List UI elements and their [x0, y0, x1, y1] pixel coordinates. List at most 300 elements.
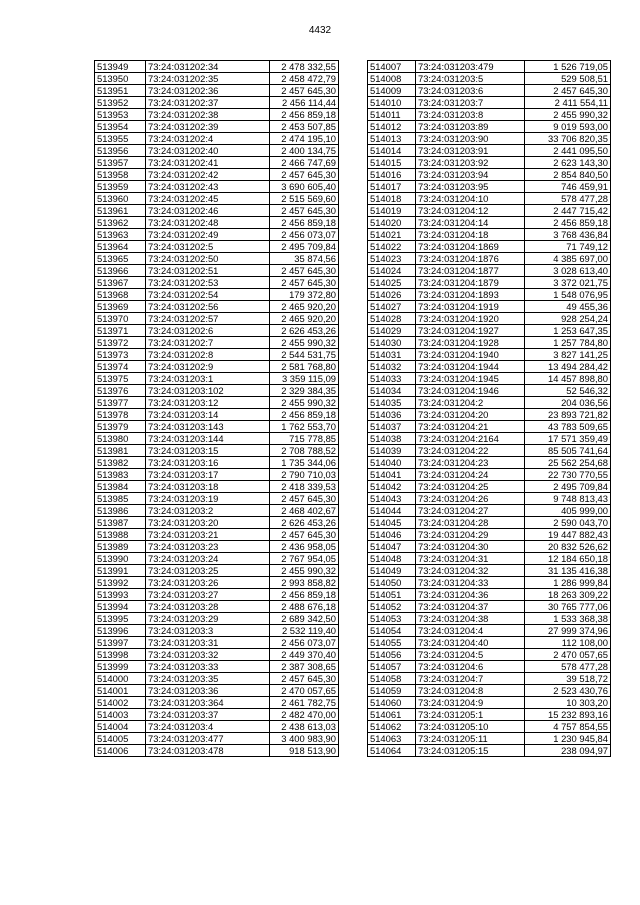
value-cell: 1 526 719,05 — [525, 61, 611, 73]
table-row — [95, 601, 339, 613]
value-cell: 578 477,28 — [525, 193, 611, 205]
row-number-cell: 513971 — [95, 325, 146, 337]
value-cell: 2 456 073,07 — [270, 229, 339, 241]
table-row — [95, 421, 339, 433]
table-row — [95, 157, 339, 169]
cadastral-number-cell: 73:24:031202:8 — [146, 349, 270, 361]
row-number-cell: 514031 — [368, 349, 416, 361]
table-row — [368, 61, 611, 73]
row-number-cell: 513973 — [95, 349, 146, 361]
table-row — [95, 553, 339, 565]
cadastral-number-cell: 73:24:031203:364 — [146, 697, 270, 709]
table-row — [95, 733, 339, 745]
table-row — [95, 301, 339, 313]
cadastral-number-cell: 73:24:031202:45 — [146, 193, 270, 205]
row-number-cell: 513985 — [95, 493, 146, 505]
cadastral-number-cell: 73:24:031204:1877 — [416, 265, 525, 277]
row-number-cell: 514041 — [368, 469, 416, 481]
cadastral-number-cell: 73:24:031204:1928 — [416, 337, 525, 349]
cadastral-number-cell: 73:24:031203:20 — [146, 517, 270, 529]
cadastral-number-cell: 73:24:031204:24 — [416, 469, 525, 481]
row-number-cell: 513950 — [95, 73, 146, 85]
cadastral-number-cell: 73:24:031203:32 — [146, 649, 270, 661]
cadastral-number-cell: 73:24:031203:5 — [416, 73, 525, 85]
row-number-cell: 513962 — [95, 217, 146, 229]
value-cell: 1 286 999,84 — [525, 577, 611, 589]
value-cell: 15 232 893,16 — [525, 709, 611, 721]
cadastral-number-cell: 73:24:031203:19 — [146, 493, 270, 505]
value-cell: 2 456 859,18 — [270, 217, 339, 229]
value-cell: 13 494 284,42 — [525, 361, 611, 373]
value-cell: 746 459,91 — [525, 181, 611, 193]
cadastral-number-cell: 73:24:031202:37 — [146, 97, 270, 109]
row-number-cell: 513957 — [95, 157, 146, 169]
row-number-cell: 514039 — [368, 445, 416, 457]
row-number-cell: 513953 — [95, 109, 146, 121]
table-row — [368, 133, 611, 145]
table-row — [95, 385, 339, 397]
cadastral-number-cell: 73:24:031202:56 — [146, 301, 270, 313]
row-number-cell: 513961 — [95, 205, 146, 217]
table-row — [368, 361, 611, 373]
row-number-cell: 514038 — [368, 433, 416, 445]
value-cell: 12 184 650,18 — [525, 553, 611, 565]
table-row — [368, 325, 611, 337]
cadastral-number-cell: 73:24:031203:21 — [146, 529, 270, 541]
value-cell: 4 385 697,00 — [525, 253, 611, 265]
cadastral-number-cell: 73:24:031203:4 — [146, 721, 270, 733]
row-number-cell: 514060 — [368, 697, 416, 709]
cadastral-number-cell: 73:24:031203:33 — [146, 661, 270, 673]
value-cell: 112 108,00 — [525, 637, 611, 649]
value-cell: 2 455 990,32 — [270, 397, 339, 409]
row-number-cell: 513987 — [95, 517, 146, 529]
table-row — [95, 673, 339, 685]
table-row — [368, 529, 611, 541]
table-row — [368, 397, 611, 409]
cadastral-number-cell: 73:24:031202:6 — [146, 325, 270, 337]
cadastral-number-cell: 73:24:031204:26 — [416, 493, 525, 505]
value-cell: 2 767 954,05 — [270, 553, 339, 565]
cadastral-number-cell: 73:24:031204:21 — [416, 421, 525, 433]
cadastral-number-cell: 73:24:031204:1945 — [416, 373, 525, 385]
value-cell: 20 832 526,62 — [525, 541, 611, 553]
value-cell: 2 790 710,03 — [270, 469, 339, 481]
value-cell: 3 372 021,75 — [525, 277, 611, 289]
table-row — [95, 697, 339, 709]
value-cell: 2 626 453,26 — [270, 517, 339, 529]
cadastral-number-cell: 73:24:031204:40 — [416, 637, 525, 649]
row-number-cell: 513949 — [95, 61, 146, 73]
cadastral-number-cell: 73:24:031203:27 — [146, 589, 270, 601]
table-row — [95, 361, 339, 373]
table-row — [368, 85, 611, 97]
table-row — [95, 745, 339, 757]
row-number-cell: 513968 — [95, 289, 146, 301]
table-row — [368, 589, 611, 601]
table-row — [368, 553, 611, 565]
table-row — [368, 637, 611, 649]
value-cell: 715 778,85 — [270, 433, 339, 445]
value-cell: 2 458 472,79 — [270, 73, 339, 85]
table-row — [95, 613, 339, 625]
value-cell: 52 546,32 — [525, 385, 611, 397]
cadastral-number-cell: 73:24:031203:3 — [146, 625, 270, 637]
table-row — [95, 73, 339, 85]
value-cell: 2 455 990,32 — [525, 109, 611, 121]
value-cell: 2 418 339,53 — [270, 481, 339, 493]
table-row — [95, 433, 339, 445]
cadastral-number-cell: 73:24:031204:8 — [416, 685, 525, 697]
row-number-cell: 514018 — [368, 193, 416, 205]
value-cell: 2 544 531,75 — [270, 349, 339, 361]
row-number-cell: 513951 — [95, 85, 146, 97]
value-cell: 2 457 645,30 — [270, 277, 339, 289]
value-cell: 2 456 859,18 — [270, 409, 339, 421]
table-row — [95, 541, 339, 553]
cadastral-number-cell: 73:24:031204:1920 — [416, 313, 525, 325]
value-cell: 10 303,20 — [525, 697, 611, 709]
row-number-cell: 513975 — [95, 373, 146, 385]
cadastral-number-cell: 73:24:031203:91 — [416, 145, 525, 157]
cadastral-number-cell: 73:24:031204:2164 — [416, 433, 525, 445]
table-row — [95, 685, 339, 697]
cadastral-number-cell: 73:24:031203:36 — [146, 685, 270, 697]
table-row — [368, 613, 611, 625]
cadastral-number-cell: 73:24:031203:1 — [146, 373, 270, 385]
row-number-cell: 514008 — [368, 73, 416, 85]
table-row — [95, 709, 339, 721]
value-cell: 19 447 882,43 — [525, 529, 611, 541]
table-row — [368, 457, 611, 469]
table-row — [95, 349, 339, 361]
table-row — [368, 745, 611, 757]
value-cell: 2 400 134,75 — [270, 145, 339, 157]
row-number-cell: 514019 — [368, 205, 416, 217]
row-number-cell: 514002 — [95, 697, 146, 709]
row-number-cell: 513952 — [95, 97, 146, 109]
table-row — [95, 277, 339, 289]
value-cell: 2 993 858,82 — [270, 577, 339, 589]
cadastral-number-cell: 73:24:031202:51 — [146, 265, 270, 277]
table-row — [95, 457, 339, 469]
row-number-cell: 513999 — [95, 661, 146, 673]
table-row — [95, 409, 339, 421]
row-number-cell: 513984 — [95, 481, 146, 493]
row-number-cell: 513991 — [95, 565, 146, 577]
table-row — [368, 709, 611, 721]
row-number-cell: 513974 — [95, 361, 146, 373]
row-number-cell: 513964 — [95, 241, 146, 253]
table-row — [368, 649, 611, 661]
cadastral-number-cell: 73:24:031203:14 — [146, 409, 270, 421]
value-cell: 2 456 114,44 — [270, 97, 339, 109]
table-row — [368, 145, 611, 157]
row-number-cell: 514005 — [95, 733, 146, 745]
value-cell: 578 477,28 — [525, 661, 611, 673]
value-cell: 39 518,72 — [525, 673, 611, 685]
table-row — [368, 121, 611, 133]
table-row — [368, 277, 611, 289]
row-number-cell: 514063 — [368, 733, 416, 745]
cadastral-number-cell: 73:24:031204:1946 — [416, 385, 525, 397]
table-row — [95, 721, 339, 733]
table-row — [368, 505, 611, 517]
table-row — [95, 637, 339, 649]
cadastral-number-cell: 73:24:031203:35 — [146, 673, 270, 685]
value-cell: 4 757 854,55 — [525, 721, 611, 733]
table-row — [368, 517, 611, 529]
value-cell: 2 495 709,84 — [270, 241, 339, 253]
table-row — [368, 169, 611, 181]
cadastral-number-cell: 73:24:031202:49 — [146, 229, 270, 241]
row-number-cell: 514006 — [95, 745, 146, 757]
row-number-cell: 513969 — [95, 301, 146, 313]
row-number-cell: 514042 — [368, 481, 416, 493]
table-row — [368, 337, 611, 349]
row-number-cell: 513995 — [95, 613, 146, 625]
cadastral-number-cell: 73:24:031203:25 — [146, 565, 270, 577]
value-cell: 23 893 721,82 — [525, 409, 611, 421]
cadastral-number-cell: 73:24:031202:54 — [146, 289, 270, 301]
cadastral-number-cell: 73:24:031204:25 — [416, 481, 525, 493]
table-row — [368, 733, 611, 745]
row-number-cell: 513996 — [95, 625, 146, 637]
cadastral-number-cell: 73:24:031203:28 — [146, 601, 270, 613]
row-number-cell: 514022 — [368, 241, 416, 253]
table-row — [95, 577, 339, 589]
value-cell: 30 765 777,06 — [525, 601, 611, 613]
row-number-cell: 514017 — [368, 181, 416, 193]
cadastral-number-cell: 73:24:031203:143 — [146, 421, 270, 433]
cadastral-number-cell: 73:24:031205:11 — [416, 733, 525, 745]
table-row — [368, 577, 611, 589]
value-cell: 2 623 143,30 — [525, 157, 611, 169]
table-row — [95, 313, 339, 325]
table-row — [95, 589, 339, 601]
row-number-cell: 514004 — [95, 721, 146, 733]
value-cell: 2 457 645,30 — [270, 529, 339, 541]
table-row — [95, 241, 339, 253]
cadastral-number-cell: 73:24:031202:41 — [146, 157, 270, 169]
table-row — [368, 97, 611, 109]
value-cell: 2 523 430,76 — [525, 685, 611, 697]
cadastral-number-cell: 73:24:031204:36 — [416, 589, 525, 601]
row-number-cell: 514035 — [368, 397, 416, 409]
cadastral-number-cell: 73:24:031203:26 — [146, 577, 270, 589]
value-cell: 14 457 898,80 — [525, 373, 611, 385]
cadastral-number-cell: 73:24:031203:8 — [416, 109, 525, 121]
value-cell: 928 254,24 — [525, 313, 611, 325]
cadastral-number-cell: 73:24:031203:6 — [416, 85, 525, 97]
table-row — [95, 661, 339, 673]
value-cell: 2 478 332,55 — [270, 61, 339, 73]
table-row — [368, 697, 611, 709]
cadastral-number-cell: 73:24:031204:1927 — [416, 325, 525, 337]
row-number-cell: 514037 — [368, 421, 416, 433]
table-row — [368, 253, 611, 265]
table-row — [95, 337, 339, 349]
table-row — [368, 721, 611, 733]
value-cell: 1 230 945,84 — [525, 733, 611, 745]
table-row — [95, 229, 339, 241]
row-number-cell: 514025 — [368, 277, 416, 289]
cadastral-number-cell: 73:24:031203:15 — [146, 445, 270, 457]
table-row — [368, 685, 611, 697]
row-number-cell: 513989 — [95, 541, 146, 553]
cadastral-number-cell: 73:24:031203:31 — [146, 637, 270, 649]
table-row — [368, 73, 611, 85]
table-row — [368, 205, 611, 217]
row-number-cell: 514007 — [368, 61, 416, 73]
table-row — [368, 421, 611, 433]
value-cell: 2 387 308,65 — [270, 661, 339, 673]
value-cell: 2 456 859,18 — [525, 217, 611, 229]
cadastral-number-cell: 73:24:031203:7 — [416, 97, 525, 109]
value-cell: 3 768 436,84 — [525, 229, 611, 241]
table-row — [95, 529, 339, 541]
row-number-cell: 514032 — [368, 361, 416, 373]
value-cell: 2 854 840,50 — [525, 169, 611, 181]
cadastral-number-cell: 73:24:031204:18 — [416, 229, 525, 241]
table-row — [368, 601, 611, 613]
value-cell: 2 466 747,69 — [270, 157, 339, 169]
value-cell: 33 706 820,35 — [525, 133, 611, 145]
row-number-cell: 514051 — [368, 589, 416, 601]
row-number-cell: 514036 — [368, 409, 416, 421]
table-row — [368, 241, 611, 253]
cadastral-number-cell: 73:24:031203:479 — [416, 61, 525, 73]
value-cell: 179 372,80 — [270, 289, 339, 301]
row-number-cell: 514040 — [368, 457, 416, 469]
row-number-cell: 514000 — [95, 673, 146, 685]
value-cell: 1 533 368,38 — [525, 613, 611, 625]
value-cell: 3 690 605,40 — [270, 181, 339, 193]
cadastral-number-cell: 73:24:031202:53 — [146, 277, 270, 289]
table-row — [95, 133, 339, 145]
row-number-cell: 513982 — [95, 457, 146, 469]
row-number-cell: 513998 — [95, 649, 146, 661]
cadastral-number-cell: 73:24:031202:46 — [146, 205, 270, 217]
table-row — [95, 625, 339, 637]
cadastral-number-cell: 73:24:031204:9 — [416, 697, 525, 709]
row-number-cell: 514012 — [368, 121, 416, 133]
value-cell: 2 461 782,75 — [270, 697, 339, 709]
row-number-cell: 513986 — [95, 505, 146, 517]
table-row — [95, 253, 339, 265]
value-cell: 2 590 043,70 — [525, 517, 611, 529]
value-cell: 3 028 613,40 — [525, 265, 611, 277]
row-number-cell: 513988 — [95, 529, 146, 541]
row-number-cell: 514009 — [368, 85, 416, 97]
row-number-cell: 514027 — [368, 301, 416, 313]
cadastral-number-cell: 73:24:031203:477 — [146, 733, 270, 745]
value-cell: 2 457 645,30 — [270, 85, 339, 97]
value-cell: 25 562 254,68 — [525, 457, 611, 469]
row-number-cell: 514044 — [368, 505, 416, 517]
value-cell: 31 135 416,38 — [525, 565, 611, 577]
cadastral-number-cell: 73:24:031202:7 — [146, 337, 270, 349]
value-cell: 2 449 370,40 — [270, 649, 339, 661]
table-row — [368, 661, 611, 673]
row-number-cell: 513970 — [95, 313, 146, 325]
table-row — [368, 673, 611, 685]
value-cell: 3 359 115,09 — [270, 373, 339, 385]
value-cell: 2 329 384,35 — [270, 385, 339, 397]
table-row — [368, 301, 611, 313]
cadastral-number-cell: 73:24:031203:12 — [146, 397, 270, 409]
cadastral-number-cell: 73:24:031205:15 — [416, 745, 525, 757]
cadastral-number-cell: 73:24:031204:5 — [416, 649, 525, 661]
value-cell: 1 762 553,70 — [270, 421, 339, 433]
row-number-cell: 514003 — [95, 709, 146, 721]
table-row — [95, 145, 339, 157]
row-number-cell: 514034 — [368, 385, 416, 397]
cadastral-number-cell: 73:24:031203:2 — [146, 505, 270, 517]
row-number-cell: 514020 — [368, 217, 416, 229]
row-number-cell: 514061 — [368, 709, 416, 721]
cadastral-number-cell: 73:24:031202:48 — [146, 217, 270, 229]
row-number-cell: 514058 — [368, 673, 416, 685]
table-row — [368, 193, 611, 205]
cadastral-number-cell: 73:24:031202:34 — [146, 61, 270, 73]
value-cell: 405 999,00 — [525, 505, 611, 517]
table-row — [95, 469, 339, 481]
value-cell: 71 749,12 — [525, 241, 611, 253]
row-number-cell: 513954 — [95, 121, 146, 133]
cadastral-number-cell: 73:24:031203:37 — [146, 709, 270, 721]
value-cell: 3 400 983,90 — [270, 733, 339, 745]
table-row — [368, 181, 611, 193]
table-row — [368, 109, 611, 121]
value-cell: 2 457 645,30 — [270, 493, 339, 505]
cadastral-number-cell: 73:24:031204:2 — [416, 397, 525, 409]
cadastral-number-cell: 73:24:031203:23 — [146, 541, 270, 553]
table-row — [95, 289, 339, 301]
table-row — [368, 373, 611, 385]
value-cell: 18 263 309,22 — [525, 589, 611, 601]
value-cell: 17 571 359,49 — [525, 433, 611, 445]
row-number-cell: 514014 — [368, 145, 416, 157]
cadastral-number-cell: 73:24:031202:4 — [146, 133, 270, 145]
cadastral-number-cell: 73:24:031204:30 — [416, 541, 525, 553]
cadastral-number-cell: 73:24:031204:23 — [416, 457, 525, 469]
value-cell: 35 874,56 — [270, 253, 339, 265]
row-number-cell: 513960 — [95, 193, 146, 205]
table-row — [95, 505, 339, 517]
value-cell: 2 456 859,18 — [270, 589, 339, 601]
cadastral-number-cell: 73:24:031204:10 — [416, 193, 525, 205]
value-cell: 2 708 788,52 — [270, 445, 339, 457]
cadastral-number-cell: 73:24:031204:38 — [416, 613, 525, 625]
value-cell: 2 457 645,30 — [270, 673, 339, 685]
row-number-cell: 514013 — [368, 133, 416, 145]
row-number-cell: 514030 — [368, 337, 416, 349]
row-number-cell: 514029 — [368, 325, 416, 337]
row-number-cell: 514053 — [368, 613, 416, 625]
value-cell: 2 453 507,85 — [270, 121, 339, 133]
row-number-cell: 513955 — [95, 133, 146, 145]
value-cell: 43 783 509,65 — [525, 421, 611, 433]
row-number-cell: 513972 — [95, 337, 146, 349]
value-cell: 2 465 920,20 — [270, 301, 339, 313]
row-number-cell: 514064 — [368, 745, 416, 757]
cadastral-number-cell: 73:24:031203:478 — [146, 745, 270, 757]
value-cell: 2 626 453,26 — [270, 325, 339, 337]
value-cell: 2 495 709,84 — [525, 481, 611, 493]
cadastral-number-cell: 73:24:031203:95 — [416, 181, 525, 193]
row-number-cell: 514033 — [368, 373, 416, 385]
